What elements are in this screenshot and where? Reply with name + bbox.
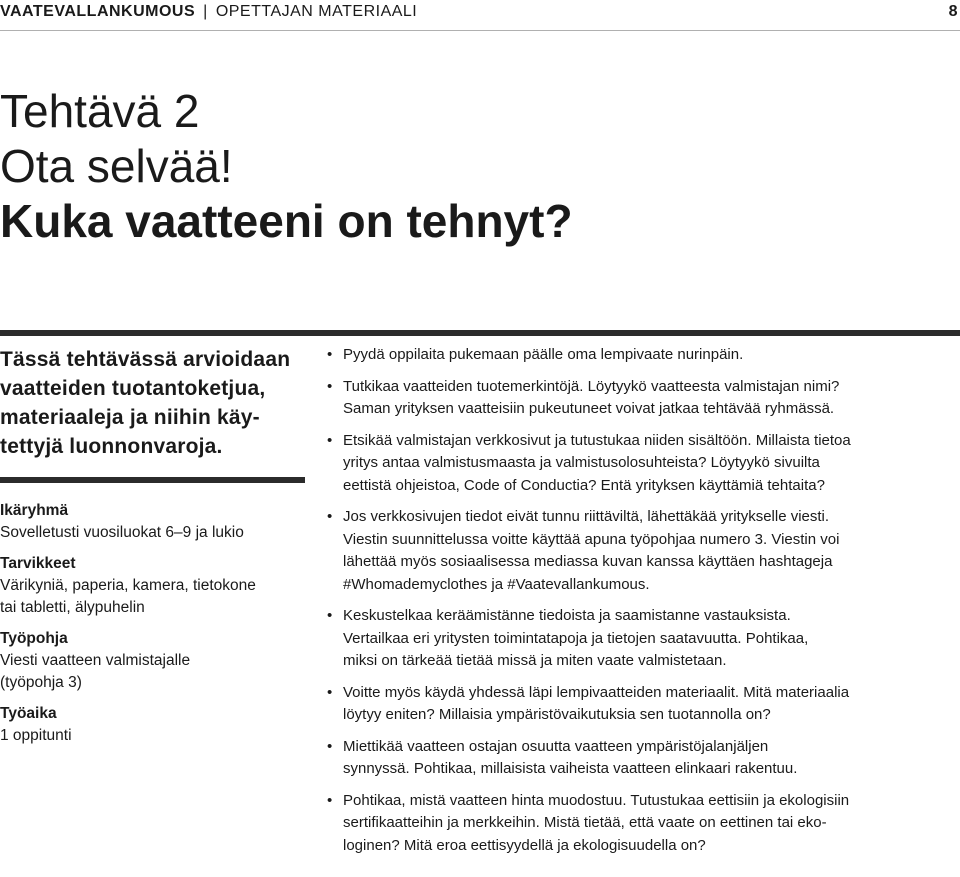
bullet-icon: • xyxy=(327,377,333,395)
task-line: yritys antaa valmistusmaasta ja valmistusolosuhteista? Löytyykö sivuilta xyxy=(343,454,820,471)
title-line-1: Tehtävä 2 xyxy=(0,85,200,137)
section-divider xyxy=(0,330,960,336)
task-line: Etsikää valmistajan verkkosivut ja tutustukaa niiden sisältöön. Millaista tietoa xyxy=(343,431,851,449)
header-separator: | xyxy=(203,3,208,20)
bullet-icon: • xyxy=(327,508,333,525)
task-line: Saman yrityksen vaatteisiin pukeutuneet voivat jatkaa tehtävää ryhmässä. xyxy=(343,400,835,417)
task-item xyxy=(327,506,960,596)
task-line: sertifikaatteihin ja merkkeihin. Mistä tietää, että vaate on eettinen tai eko- xyxy=(343,814,827,831)
intro-line: materiaaleja ja niihin käy- xyxy=(0,406,260,429)
worksheet-value xyxy=(0,650,310,694)
task-line: Pyydä oppilaita pukemaan päälle oma lempivaate nurinpäin. xyxy=(343,346,744,363)
task-item xyxy=(327,790,960,858)
task-line: Tutkikaa vaatteiden tuotemerkintöjä. Löytyykö vaatteesta valmistajan nimi? xyxy=(343,377,840,395)
task-line: #Whomademyclothes ja #Vaatevallankumous. xyxy=(343,575,650,593)
task-line: eettistä ohjeistoa, Code of Conductia? Entä yrityksen käyttämiä tehtaita? xyxy=(343,476,825,494)
supplies-label: Tarvikkeet xyxy=(0,555,76,572)
task-line: Miettikää vaatteen ostajan osuutta vaatteen ympäristöjalanjäljen xyxy=(343,737,769,755)
bullet-icon: • xyxy=(327,607,333,624)
title-line-3: Kuka vaatteeni on tehnyt? xyxy=(0,195,573,247)
page-title xyxy=(0,84,940,249)
bullet-icon: • xyxy=(327,791,333,809)
worksheet-line: (työpohja 3) xyxy=(0,674,82,691)
task-list xyxy=(327,344,960,866)
title-line-2: Ota selvää! xyxy=(0,140,233,192)
duration-value: 1 oppitunti xyxy=(0,727,72,744)
worksheet-label: Työpohja xyxy=(0,630,68,647)
bullet-icon: • xyxy=(327,346,333,363)
task-line: synnyssä. Pohtikaa, millaisista vaiheista vaatteen elinkaari rakentuu. xyxy=(343,760,798,777)
header-divider xyxy=(0,30,960,31)
page-number: 8 xyxy=(948,3,958,20)
bullet-icon: • xyxy=(327,431,333,449)
task-line: Viestin suunnittelussa voitte käyttää apuna työpohjaa numero 3. Viestin voi xyxy=(343,530,840,548)
task-item xyxy=(327,430,960,498)
task-line: loginen? Mitä eroa eettisyydellä ja ekologisuudella on? xyxy=(343,836,706,854)
age-group-label: Ikäryhmä xyxy=(0,502,69,519)
intro-line: Tässä tehtävässä arvioidaan xyxy=(0,348,291,371)
task-line: löytyy eniten? Millaisia ympäristövaikutuksia sen tuotannolla on? xyxy=(343,706,771,723)
task-item xyxy=(327,736,960,781)
task-line: lähettää myös sosiaalisessa mediassa kuvan kanssa käyttäen hashtageja xyxy=(343,553,833,570)
duration-label: Työaika xyxy=(0,705,57,722)
header-section: OPETTAJAN MATERIAALI xyxy=(215,3,418,20)
page-header xyxy=(0,0,960,24)
intro-line: tettyjä luonnonvaroja. xyxy=(0,435,223,458)
worksheet-line: Viesti vaatteen valmistajalle xyxy=(0,652,191,669)
header-brand: VAATEVALLANKUMOUS xyxy=(0,3,196,20)
intro-divider xyxy=(0,477,305,483)
task-line: miksi on tärkeää tietää missä ja miten vaate valmistetaan. xyxy=(343,652,727,669)
task-item xyxy=(327,376,960,421)
task-line: Voitte myös käydä yhdessä läpi lempivaatteiden materiaalit. Mitä materiaalia xyxy=(343,683,850,701)
task-line: Vertailkaa eri yritysten toimintatapoja ja tietojen saatavuutta. Pohtikaa, xyxy=(343,629,809,647)
supplies-line: Värikyniä, paperia, kamera, tietokone xyxy=(0,577,256,594)
age-group-value: Sovelletusti vuosiluokat 6–9 ja lukio xyxy=(0,524,244,541)
supplies-line: tai tabletti, älypuhelin xyxy=(0,599,145,616)
task-info xyxy=(0,500,310,756)
intro-line: vaatteiden tuotantoketjua, xyxy=(0,377,266,400)
supplies-value xyxy=(0,575,310,619)
task-item xyxy=(327,344,960,367)
bullet-icon: • xyxy=(327,737,333,755)
bullet-icon: • xyxy=(327,683,333,701)
task-line: Jos verkkosivujen tiedot eivät tunnu riittäviltä, lähettäkää yritykselle viesti. xyxy=(343,508,830,525)
task-item xyxy=(327,682,960,727)
task-line: Keskustelkaa keräämistänne tiedoista ja saamistanne vastauksista. xyxy=(343,607,791,624)
task-line: Pohtikaa, mistä vaatteen hinta muodostuu. Tutustukaa eettisiin ja ekologisiin xyxy=(343,791,850,809)
intro-text xyxy=(0,345,310,461)
task-item xyxy=(327,605,960,673)
